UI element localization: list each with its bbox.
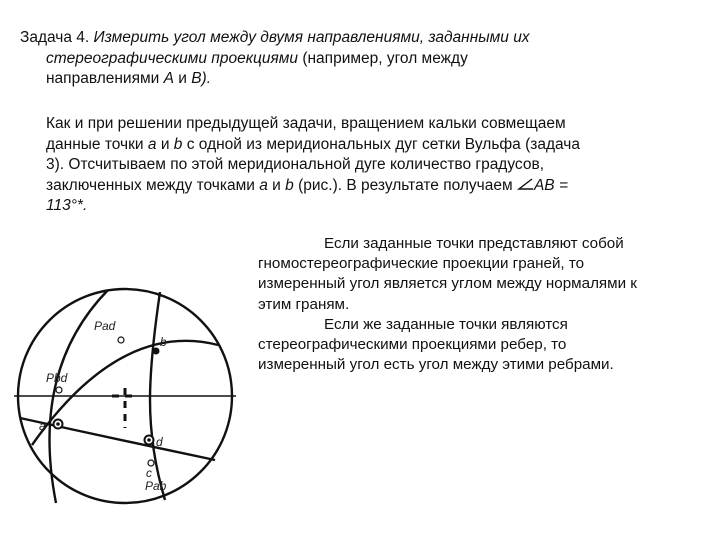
para1-line-1: Как и при решении предыдущей задачи, вращением кальки совмещаем [46,115,566,132]
task-title [20,28,700,90]
label-d: d [156,435,163,449]
para1-line-3: 3). Отсчитываем по этой меридиональной дуге количество градусов, [46,156,545,173]
title-rest-2: (например, угол между [298,49,468,67]
label-b: b [160,335,167,349]
paragraph-method [46,114,696,217]
p1l2-pre: данные точки [46,135,148,153]
label-a: a [39,419,46,433]
title-italic-2: стереографическими проекциями [46,49,299,67]
point-pbd [56,387,62,393]
para1-line-2 [46,135,696,156]
title-line-1 [20,28,700,49]
label-c: c [146,466,152,480]
p1l4-post: (рис.). В результате получаем [293,176,517,194]
para2-line-5: Если же заданные точки являются [324,315,568,333]
label-pab: Pab [145,479,167,493]
p1l4-pre: заключенных между точками [46,176,260,194]
title-line-3 [20,69,700,90]
para1-line-5 [46,196,696,217]
p1l2-post: с одной из меридиональных дуг сетки Вульфа (задача [182,135,580,153]
p1l5-value: 113°*. [46,197,88,214]
p1l4-b: b [285,176,294,194]
angle-icon [517,177,534,191]
task-number: Задача 4. [20,29,94,46]
title-line-2 [20,49,700,70]
point-a-center [56,422,60,426]
p1l4-a: а [259,176,268,194]
title-and: и [173,70,192,87]
para1-line-4 [46,176,696,197]
para2-line-7: измеренный угол есть угол между этими ребрами. [258,356,614,374]
p1l2-a: а [147,135,157,153]
p1l4-mid: и [267,176,286,194]
label-pbd: Pbd [46,371,68,385]
para2-line-2: гномостереографические проекции граней, то [258,255,585,273]
title-a: А [163,70,174,87]
p1l4-ab: АВ = [533,176,569,194]
para2-line-3: измеренный угол является углом между нормалями к [258,275,637,293]
para2-line-4: этим граням. [258,295,350,313]
p1l2-mid: и [156,135,174,153]
p1l2-b: b [173,135,183,153]
title-b: В). [191,70,212,87]
point-pad [118,337,124,343]
paragraph-interpretation [258,234,718,375]
title-italic-1: Измерить угол между двумя направлениями, заданными их [93,29,530,46]
point-b [153,348,160,355]
point-d-center [147,438,151,442]
label-pad: Pad [94,319,116,333]
para2-line-6: стереографическими проекциями ребер, то [258,336,567,354]
title-plain-3: направлениями [46,70,164,87]
para2-line-1: Если заданные точки представляют собой [324,235,624,252]
